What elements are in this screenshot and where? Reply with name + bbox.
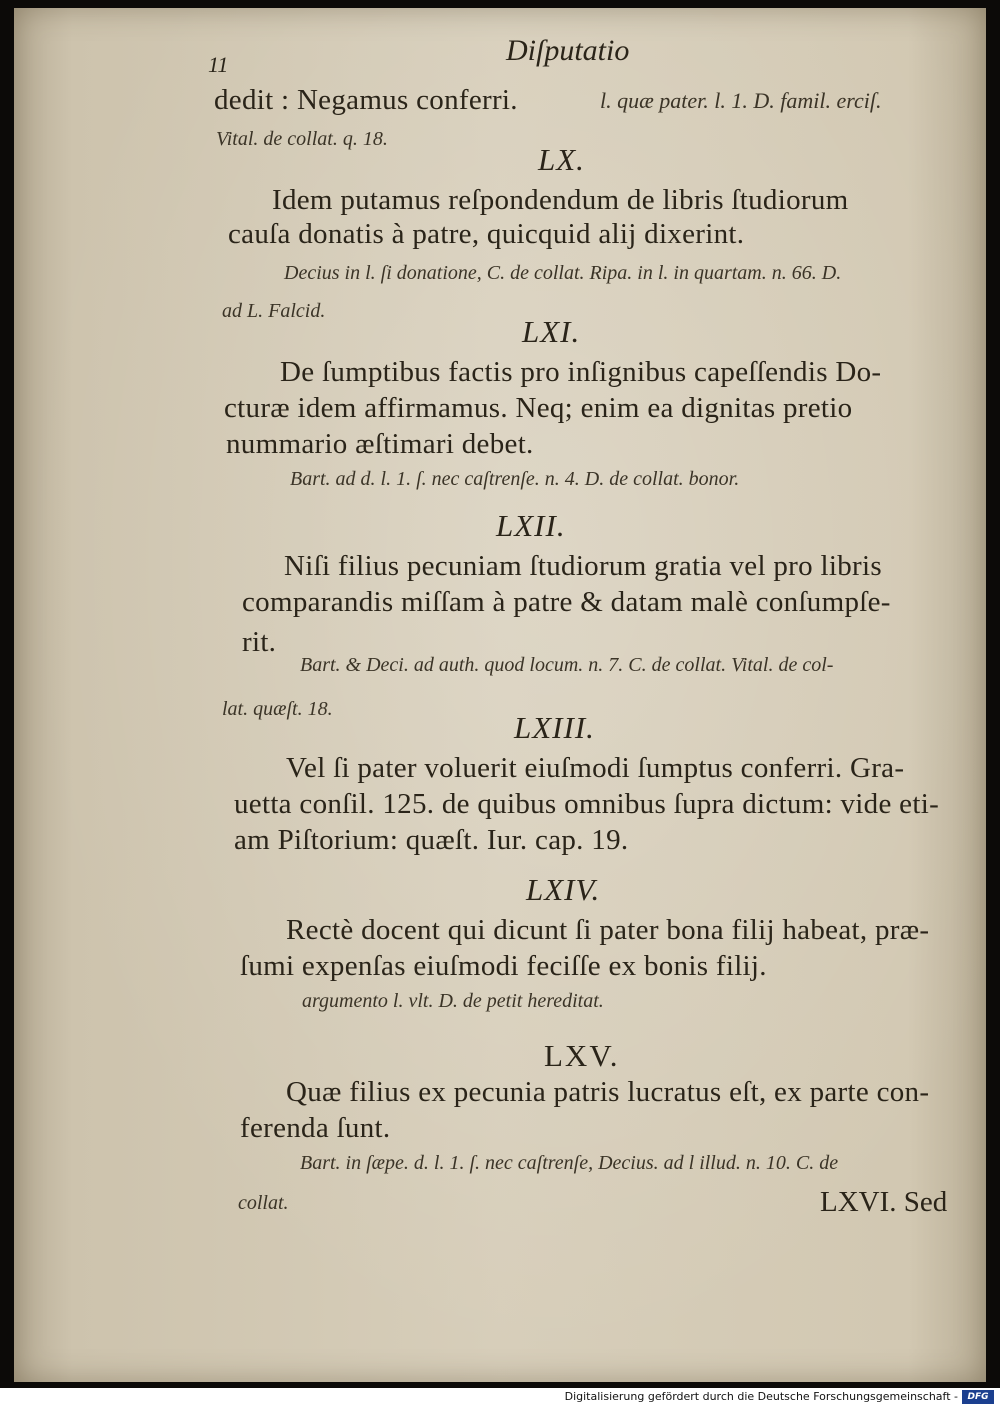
footer-credit: Digitalisierung gefördert durch die Deutsche Forschungsgemeinschaft - — [564, 1390, 958, 1403]
page-number: 11 — [208, 52, 229, 77]
text-line: cturæ idem affirmamus. Neq; enim ea dignitas pretio — [224, 392, 853, 424]
citation-line: ad L. Falcid. — [222, 300, 326, 322]
footer-bar — [0, 1388, 1000, 1407]
citation-line: Bart. ad d. l. 1. ſ. nec caſtrenſe. n. 4. D. de collat. bonor. — [290, 468, 740, 490]
thesis-heading: LX. — [538, 142, 585, 177]
text-line: Quæ filius ex pecunia patris lucratus eſt, ex parte con- — [286, 1076, 930, 1108]
dfg-logo: DFG — [962, 1390, 994, 1404]
text-line: rit. — [242, 626, 277, 658]
thesis-heading: LXV. — [544, 1038, 620, 1073]
text-line: nummario æſtimari debet. — [226, 428, 534, 460]
citation-line: lat. quæſt. 18. — [222, 698, 333, 720]
text-line: Rectè docent qui dicunt ſi pater bona filij habeat, præ- — [286, 914, 930, 946]
book-page — [14, 8, 986, 1382]
thesis-heading: LXIV. — [526, 872, 601, 907]
text-line: comparandis miſſam à patre & datam malè conſumpſe- — [242, 586, 891, 618]
text-line: Vel ſi pater voluerit eiuſmodi ſumptus conferri. Gra- — [286, 752, 905, 784]
citation-line: argumento l. vlt. D. de petit hereditat. — [302, 990, 604, 1012]
citation-line: Decius in l. ſi donatione, C. de collat. Ripa. in l. in quartam. n. 66. D. — [284, 262, 842, 284]
catchword: LXVI. Sed — [820, 1186, 948, 1218]
citation-line: Vital. de collat. q. 18. — [216, 128, 388, 150]
running-header: Diſputatio — [506, 34, 630, 67]
citation-line: l. quæ pater. l. 1. D. famil. erciſ. — [600, 88, 882, 113]
thesis-heading: LXI. — [522, 314, 581, 349]
citation-line: collat. — [238, 1192, 289, 1214]
thesis-heading: LXIII. — [514, 710, 595, 745]
text-line: cauſa donatis à patre, quicquid alij dixerint. — [228, 218, 745, 250]
text-line: Niſi filius pecuniam ſtudiorum gratia vel pro libris — [284, 550, 882, 582]
text-line: ferenda ſunt. — [240, 1112, 391, 1144]
text-line: De ſumptibus factis pro inſignibus capeſſendis Do- — [280, 356, 882, 388]
text-line: uetta conſil. 125. de quibus omnibus ſupra dictum: vide eti- — [234, 788, 940, 820]
citation-line: Bart. in ſæpe. d. l. 1. ſ. nec caſtrenſe, Decius. ad l illud. n. 10. C. de — [300, 1152, 839, 1174]
citation-line: Bart. & Deci. ad auth. quod locum. n. 7. C. de collat. Vital. de col- — [300, 654, 834, 676]
thesis-heading: LXII. — [496, 508, 566, 543]
text-line: dedit : Negamus conferri. — [214, 84, 518, 116]
text-line: ſumi expenſas eiuſmodi feciſſe ex bonis filij. — [240, 950, 767, 982]
text-line: am Piſtorium: quæſt. Iur. cap. 19. — [234, 824, 629, 856]
text-line: Idem putamus reſpondendum de libris ſtudiorum — [272, 184, 849, 216]
